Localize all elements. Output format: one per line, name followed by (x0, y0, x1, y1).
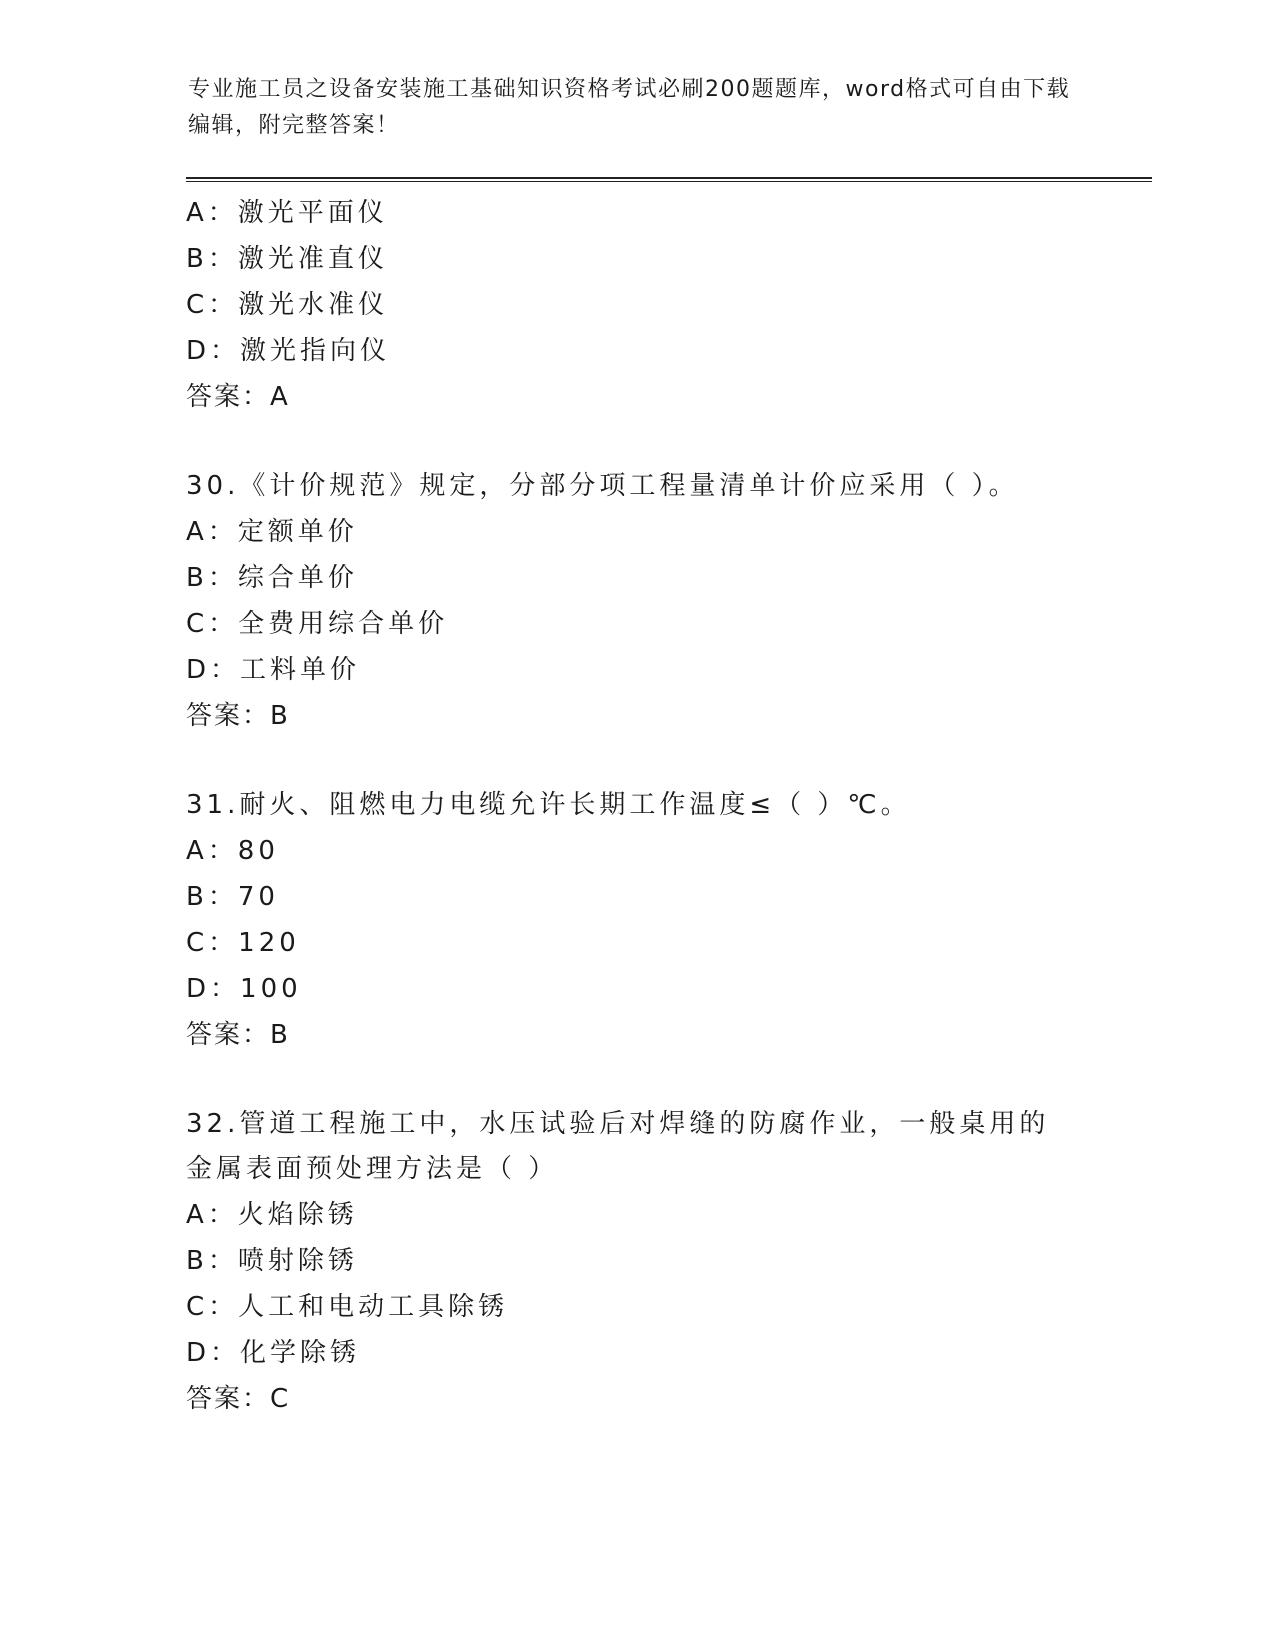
option-a: A：火焰除锈 (186, 1200, 358, 1230)
question-30 (186, 464, 1146, 739)
question-text: 32.管道工程施工中，水压试验后对焊缝的防腐作业，一般桌用的金属表面预处理方法是（ ） (186, 1109, 1050, 1184)
option-b: B：综合单价 (186, 563, 358, 593)
question-31 (186, 783, 1146, 1058)
question-29-partial (186, 190, 1146, 420)
answer-line: 答案：C (186, 1384, 291, 1414)
option-d: D：100 (186, 974, 302, 1004)
option-d: D：工料单价 (186, 655, 361, 685)
question-text: 31.耐火、阻燃电力电缆允许长期工作温度≤（ ）℃。 (186, 790, 911, 820)
option-a: A：激光平面仪 (186, 198, 388, 228)
answer-line: 答案：A (186, 382, 290, 412)
document-body (186, 190, 1146, 1422)
option-b: B：激光准直仪 (186, 244, 388, 274)
option-c: C：全费用综合单价 (186, 609, 449, 639)
option-d: D：激光指向仪 (186, 336, 391, 366)
option-d: D：化学除锈 (186, 1338, 361, 1368)
question-32 (186, 1102, 1146, 1422)
option-b: B：喷射除锈 (186, 1246, 358, 1276)
option-c: C：人工和电动工具除锈 (186, 1292, 509, 1322)
header-divider (186, 177, 1152, 182)
option-c: C：激光水准仪 (186, 290, 389, 320)
option-a: A：定额单价 (186, 517, 358, 547)
option-b: B：70 (186, 882, 279, 912)
question-text: 30.《计价规范》规定，分部分项工程量清单计价应采用（ ）。 (186, 471, 1019, 501)
option-a: A：80 (186, 836, 279, 866)
answer-line: 答案：B (186, 1020, 290, 1050)
answer-line: 答案：B (186, 701, 290, 731)
option-c: C：120 (186, 928, 300, 958)
document-header: 专业施工员之设备安装施工基础知识资格考试必刷200题题库，word格式可自由下载编辑，附完整答案！ (188, 77, 1071, 138)
